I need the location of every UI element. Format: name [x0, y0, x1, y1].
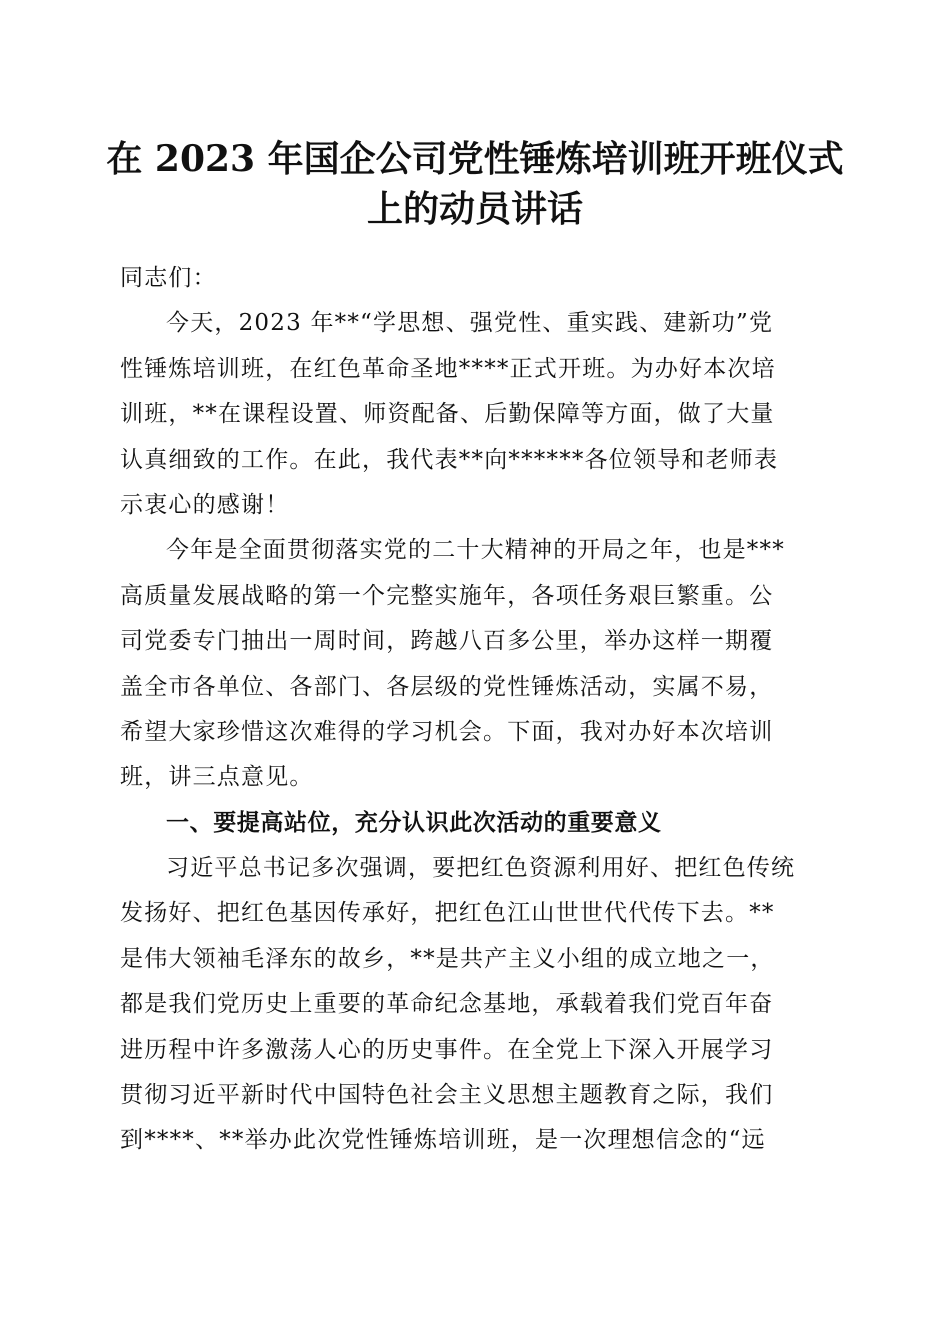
- section-heading-1: [120, 801, 825, 846]
- paragraph-context: [120, 528, 825, 800]
- paragraph-line: 班，讲三点意见。: [120, 764, 314, 791]
- section-heading-text: 一、要提高站位，充分认识此次活动的重要意义: [166, 809, 662, 836]
- paragraph-line: 训班，**在课程设置、师资配备、后勤保障等方面，做了大量: [120, 401, 775, 428]
- document-body: [120, 256, 825, 1164]
- paragraph-line: 今天，2023 年**“学思想、强党性、重实践、建新功”党: [166, 310, 774, 337]
- paragraph-line: 希望大家珍惜这次难得的学习机会。下面，我对办好本次培训: [120, 718, 774, 745]
- paragraph-line: 示衷心的感谢！: [120, 491, 290, 518]
- paragraph-line: 盖全市各单位、各部门、各层级的党性锤炼活动，实属不易，: [120, 673, 774, 700]
- paragraph-line: 贯彻习近平新时代中国特色社会主义思想主题教育之际，我们: [120, 1082, 774, 1109]
- title-line: 上的动员讲话: [366, 188, 583, 230]
- paragraph-line: 今年是全面贯彻落实党的二十大精神的开局之年，也是***: [166, 537, 785, 564]
- paragraph-line: 习近平总书记多次强调，要把红色资源利用好、把红色传统: [166, 855, 796, 882]
- paragraph-line: 发扬好、把红色基因传承好，把红色江山世世代代传下去。**: [120, 900, 775, 927]
- paragraph-line: 司党委专门抽出一周时间，跨越八百多公里，举办这样一期覆: [120, 628, 774, 655]
- paragraph-line: 性锤炼培训班，在红色革命圣地****正式开班。为办好本次培: [120, 355, 776, 382]
- paragraph-line: 都是我们党历史上重要的革命纪念基地，承载着我们党百年奋: [120, 991, 774, 1018]
- salutation-text: 同志们：: [120, 265, 217, 291]
- paragraph-significance: [120, 846, 825, 1164]
- paragraph-opening: [120, 301, 825, 528]
- paragraph-line: 高质量发展战略的第一个完整实施年，各项任务艰巨繁重。公: [120, 582, 774, 609]
- paragraph-line: 到****、**举办此次党性锤炼培训班，是一次理想信念的“远: [120, 1127, 766, 1154]
- document-title: [80, 134, 870, 234]
- paragraph-line: 是伟大领袖毛泽东的故乡，**是共产主义小组的成立地之一，: [120, 945, 775, 972]
- paragraph-line: 认真细致的工作。在此，我代表**向******各位领导和老师表: [120, 446, 779, 473]
- title-line: 在 2023 年国企公司党性锤炼培训班开班仪式: [106, 138, 844, 180]
- salutation: [120, 256, 825, 301]
- paragraph-line: 进历程中许多激荡人心的历史事件。在全党上下深入开展学习: [120, 1036, 774, 1063]
